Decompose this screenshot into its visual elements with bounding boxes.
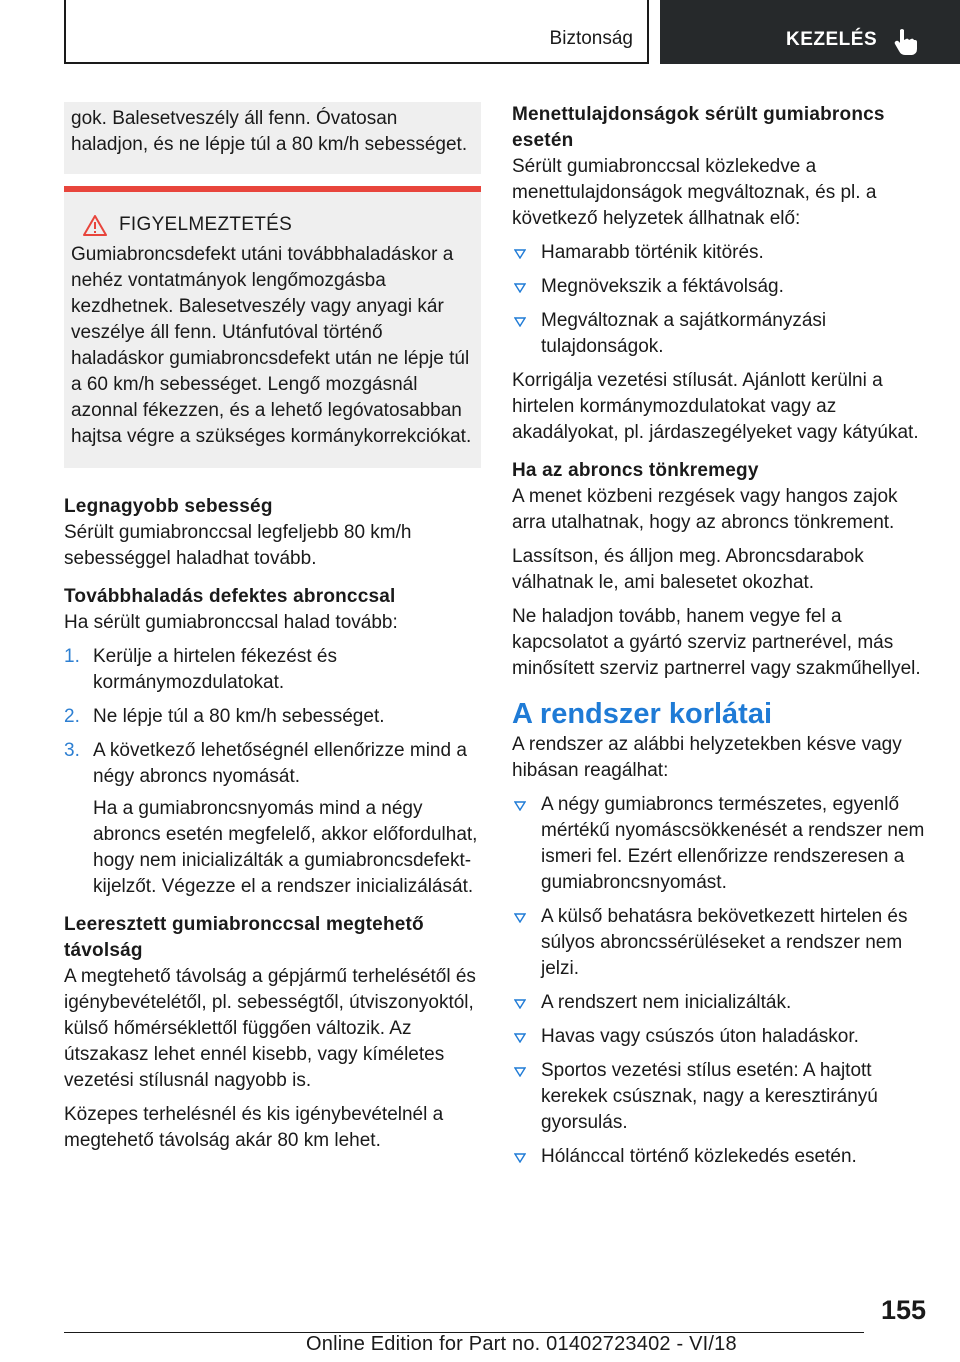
continued-note-text: gok. Balesetveszély áll fenn. Óvatosan haladjon, és ne lépje túl a 80 km/h sebességet. [71,108,468,155]
right-column [512,102,930,1170]
warning-header [71,212,474,238]
left-column [64,102,481,1154]
tire-failure-text-1: A menet közbeni rezgések vagy hangos zajok arra utalhatnak, hogy az abroncs tönkrement. [512,486,898,533]
edition-text: Online Edition for Part no. 01402723402 - VI/18 [306,1333,737,1355]
tire-failure-heading: Ha az abroncs tönkremegy [512,460,759,481]
limits-heading: A rendszer korlátai [512,698,773,730]
warning-box [64,192,481,468]
hand-pointer-icon [893,27,919,57]
list-item [512,240,930,266]
list-item-text: A rendszert nem inicializálták. [541,992,792,1013]
section-title: Biztonság [549,28,633,49]
properties-heading: Menettulajdonságok sérült gumiabroncs esetén [512,104,885,151]
step-text: A következő lehetőségnél ellenőrizze mind a négy abroncs nyomását. [93,740,467,787]
step-number: 1. [64,646,80,667]
properties-advice: Korrigálja vezetési stílusát. Ajánlott kerülni a hirtelen kormánymozdulatokat vagy az akadályokat, pl. járdaszegélyeket vagy kátyúkat. [512,370,919,443]
chapter-tab-label: KEZELÉS [786,29,878,50]
list-item [64,644,481,696]
tire-failure-text-2: Lassítson, és álljon meg. Abroncsdarabok válhatnak le, ami balesetet okozhat. [512,546,864,593]
warning-title: FIGYELMEZTETÉS [119,214,293,235]
page-number: 155 [880,1295,926,1325]
list-item-text: Hamarabb történik kitörés. [541,242,764,263]
triangle-bullet-icon [514,1067,526,1077]
step-number: 2. [64,706,80,727]
triangle-bullet-icon [514,801,526,811]
triangle-bullet-icon [514,913,526,923]
continued-note-box [64,102,481,174]
step-text: Kerülje a hirtelen fékezést és kormánymozdulatokat. [93,646,337,693]
list-item [512,792,930,896]
warning-triangle-icon [83,214,107,236]
header-frame [64,0,649,64]
step-number: 3. [64,740,80,761]
list-item [512,1058,930,1136]
continue-steps [64,644,481,790]
warning-text: Gumiabroncsdefekt utáni továbbhaladáskor a nehéz vontatmányok lengőmozgásba kezdhetnek. Balesetveszély vagy anyagi kár veszélye áll fenn. Utánfutóval történő haladáskor gumiabroncsdefekt után ne lépje túl a 60 km/h sebességet. Lengő mozgásnál azonnal fékezzen, és a lehető legóvatosabban hajtsa végre a szükséges kormánykorrekciókat. [71,244,472,447]
distance-heading: Leeresztett gumiabronccsal megtehető távolság [64,914,424,961]
triangle-bullet-icon [514,249,526,259]
list-item-text: Megváltoznak a sajátkormányzási tulajdonságok. [541,310,827,357]
properties-list [512,240,930,360]
list-item-text: A négy gumiabroncs természetes, egyenlő mértékű nyomáscsökkenését a rendszer nem ismeri fel. Ezért ellenőrizze rendszeresen a gumiabroncsnyomást. [541,794,925,893]
limits-intro: A rendszer az alábbi helyzetekben késve vagy hibásan reagálhat: [512,734,902,781]
max-speed-heading: Legnagyobb sebesség [64,496,273,517]
tire-failure-text-3: Ne haladjon tovább, hanem vegye fel a kapcsolatot a gyártó szerviz partnerével, más minősített szerviz partnerrel vagy szakműhellyel. [512,606,921,679]
list-item-text: Hólánccal történő közlekedés esetén. [541,1146,857,1167]
list-item-text: A külső behatásra bekövetkezett hirtelen és súlyos abroncssérüléseket a rendszer nem jelzi. [541,906,908,979]
properties-intro: Sérült gumiabronccsal közlekedve a menettulajdonságok megváltoznak, és pl. a következő helyzetek állhatnak elő: [512,156,877,229]
list-item [512,1144,930,1170]
triangle-bullet-icon [514,999,526,1009]
step-text: Ne lépje túl a 80 km/h sebességet. [93,706,385,727]
max-speed-text: Sérült gumiabronccsal legfeljebb 80 km/h sebességgel haladhat tovább. [64,522,412,569]
list-item [512,1024,930,1050]
list-item-text: Megnövekszik a féktávolság. [541,276,784,297]
list-item-text: Sportos vezetési stílus esetén: A hajtott kerekek csúsznak, nagy a keresztirányú gyorsulás. [541,1060,878,1133]
list-item [64,738,481,790]
step3-note: Ha a gumiabroncsnyomás mind a négy abroncs esetén megfelelő, akkor előfordulhat, hogy nem inicializálták a gumiabroncsdefekt-kijelzőt. Végezze el a rendszer inicializálását. [93,798,478,897]
limits-list [512,792,930,1170]
list-item [512,990,930,1016]
triangle-bullet-icon [514,283,526,293]
triangle-bullet-icon [514,317,526,327]
distance-text-2: Közepes terhelésnél és kis igénybevételnél a megtehető távolság akár 80 km lehet. [64,1104,444,1151]
list-item [512,904,930,982]
continue-intro: Ha sérült gumiabronccsal halad tovább: [64,612,398,633]
triangle-bullet-icon [514,1153,526,1163]
triangle-bullet-icon [514,1033,526,1043]
list-item [512,308,930,360]
continue-heading: Továbbhaladás defektes abronccsal [64,586,396,607]
distance-text-1: A megtehető távolság a gépjármű terhelésétől és igénybevételétől, pl. sebességtől, útviszonyoktól, külső hőmérséklettől függően változik. Az útszakasz lehet ennél kisebb, vagy kíméletes vezetési stílusnál nagyobb is. [64,966,476,1091]
list-item [512,274,930,300]
list-item-text: Havas vagy csúszós úton haladáskor. [541,1026,859,1047]
list-item [64,704,481,730]
